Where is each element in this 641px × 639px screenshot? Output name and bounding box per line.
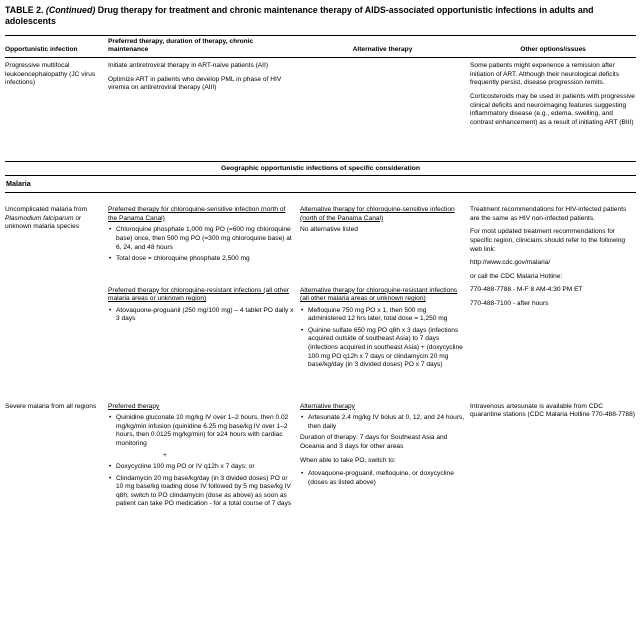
therapy-item: • Doxycycline 100 mg PO or IV q12h x 7 days; or — [108, 463, 295, 472]
therapy-paragraph: Initiate antiretroviral therapy in ART-naïve patients (AII) — [108, 62, 269, 70]
column-header-opportunistic-infection: Opportunistic infection — [5, 46, 78, 54]
uncomplicated-malaria-other-options-cell — [470, 206, 636, 372]
section-header-malaria: Malaria — [6, 179, 31, 189]
therapy-item: • Quinidine gluconate 10 mg/kg IV over 1–2 hours, then 0.02 mg/kg/min infusion (quinidine 6.25 mg base/kg IV over 1–2 hours, then 0.0125 mg/kg/min) for ≥24 hours with cardiac monitoring — [108, 414, 295, 448]
other-options-paragraph: Intravenous artesunate is available from CDC quarantine stations (CDC Malaria Hotline 770-488-7788) — [470, 402, 635, 419]
infection-name-pml: Progressive multifocal leukoencephalopathy (JC virus infections) — [5, 62, 96, 87]
infection-name-uncomplicated-malaria — [5, 206, 103, 372]
duration-note: Duration of therapy: 7 days for Southeast Asia and Oceania and 3 days for other areas — [300, 434, 448, 450]
infection-text-post: or unknown malaria species — [5, 214, 82, 231]
therapy-item: • Atovaquone-proguanil, mefloquine, or doxycycline (doses as listed above) — [300, 470, 465, 487]
table-row-severe-malaria — [5, 403, 636, 512]
therapy-item: • Mefloquine 750 mg PO x 1, then 500 mg administered 12 hrs later, total dose = 1,250 mg — [300, 307, 465, 324]
therapy-item: • Chloroquine phosphate 1,000 mg PO (=600 mg chloroquine base) once, then 500 mg PO (=300 mg chloroquine base) at 6, 24, and 48 hours — [108, 226, 295, 252]
infection-species-name: Plasmodium falciparum — [5, 214, 74, 222]
preferred-chloroquine-sensitive-group — [108, 206, 295, 266]
column-header-alternative-therapy: Alternative therapy — [352, 46, 413, 54]
divider — [5, 192, 636, 193]
other-options-paragraph: Treatment recommendations for HIV-infected patients are the same as HIV non-infected patients. — [470, 206, 627, 222]
preferred-sensitive-heading: Preferred therapy for chloroquine-sensitive infection (north of the Panama Canal) — [108, 206, 286, 222]
table-row-uncomplicated-malaria — [5, 206, 636, 372]
therapy-paragraph: Optimize ART in patients who develop PML in phase of HIV viremia on antiretroviral therapy (AIII) — [108, 75, 282, 92]
therapy-item: • Quinine sulfate 650 mg PO q8h x 3 days (infections acquired outside of southeast Asia) to 7 days (infections acquired in southeast Asia) + (doxycycline 100 mg PO q12h x 7 days or clindamycin 20 mg base/kg/day (in 3 divided doses) PO x 7 days) — [300, 327, 465, 370]
pml-other-options-cell — [470, 62, 636, 127]
hotline-hours-after: 770-488-7100 - after hours — [470, 299, 549, 307]
infection-text-pre: Uncomplicated malaria from — [5, 206, 88, 214]
alternative-sensitive-heading: Alternative therapy for chloroquine-sensitive infection (north of the Panama Canal) — [300, 206, 455, 222]
table-title-continued: (Continued) — [45, 5, 96, 15]
plus-separator: + — [163, 451, 167, 459]
severe-alternative-therapy-cell — [300, 403, 465, 512]
preferred-resistant-heading: Preferred therapy for chloroquine-resistant infections (all other malaria areas or unknown region) — [108, 286, 290, 303]
therapy-item: • Clindamycin 20 mg base/kg/day (in 3 divided doses) PO or 10 mg base/kg loading dose IV followed by 5 mg base/kg IV q8h; switch to PO clindamycin (dose as above) as soon as patient can take PO medication - for a total course of 7 days — [108, 475, 295, 509]
table-title-text: Drug therapy for treatment and chronic maintenance therapy of AIDS-associated opportunistic infections in adults and adolescents — [5, 5, 594, 27]
section-header-geographic: Geographic opportunistic infections of specific consideration — [220, 165, 421, 173]
column-header-other-options: Other options/issues — [520, 46, 586, 54]
alternative-chloroquine-sensitive-group — [300, 206, 465, 266]
hotline-hours-weekday: 770-488-7788 - M-F 8 AM-4:30 PM ET — [470, 286, 583, 294]
switch-note: When able to take PO, switch to: — [300, 456, 396, 464]
other-options-paragraph: Corticosteroids may be used in patients with progressive clinical deficits and neuroimaging features suggesting inflammatory disease (e.g., edema, swelling, and contrast enhancement) as a result of initiating ART (BIII) — [470, 93, 635, 126]
severe-preferred-therapy-cell — [108, 403, 295, 512]
therapy-item: • Artesunate 2.4 mg/kg IV bolus at 0, 12, and 24 hours, then daily — [300, 414, 465, 431]
therapy-item: • Atovaquone-proguanil (250 mg/100 mg) – 4 tablet PO daily x 3 days — [108, 307, 295, 324]
therapy-item: • Total dose = chloroquine phosphate 2,500 mg — [108, 255, 295, 264]
infection-name-severe-malaria: Severe malaria from all regions — [5, 402, 97, 410]
column-header-preferred-therapy: Preferred therapy, duration of therapy, chronic maintenance — [108, 37, 254, 54]
severe-malaria-other-options-cell — [470, 403, 636, 512]
no-alternative-note: No alternative listed — [300, 226, 358, 234]
table-row-pml — [5, 62, 636, 127]
preferred-chloroquine-resistant-group — [108, 287, 295, 373]
preferred-heading: Preferred therapy — [108, 402, 160, 410]
malaria-web-link[interactable]: http://www.cdc.gov/malaria/ — [470, 259, 551, 267]
pml-preferred-therapy-cell — [108, 62, 295, 127]
alternative-chloroquine-resistant-group — [300, 287, 465, 373]
table-header-row — [5, 35, 636, 58]
other-options-paragraph: For most updated treatment recommendations for specific region, clinicians should refer to the following web link: — [470, 228, 626, 253]
other-options-paragraph: Some patients might experience a remission after initiation of ART. Although their neurological deficits frequently persist, disease progression remits. — [470, 62, 620, 87]
table-title-label: TABLE 2. — [5, 5, 44, 15]
other-options-paragraph: or call the CDC Malaria Hotline: — [470, 272, 563, 280]
alternative-resistant-heading: Alternative therapy for chloroquine-resistant infections (all other malaria areas or unknown region) — [300, 286, 458, 303]
alternative-heading: Alternative therapy — [300, 402, 355, 410]
pml-alternative-therapy-cell — [300, 62, 465, 127]
table-title — [5, 5, 636, 28]
